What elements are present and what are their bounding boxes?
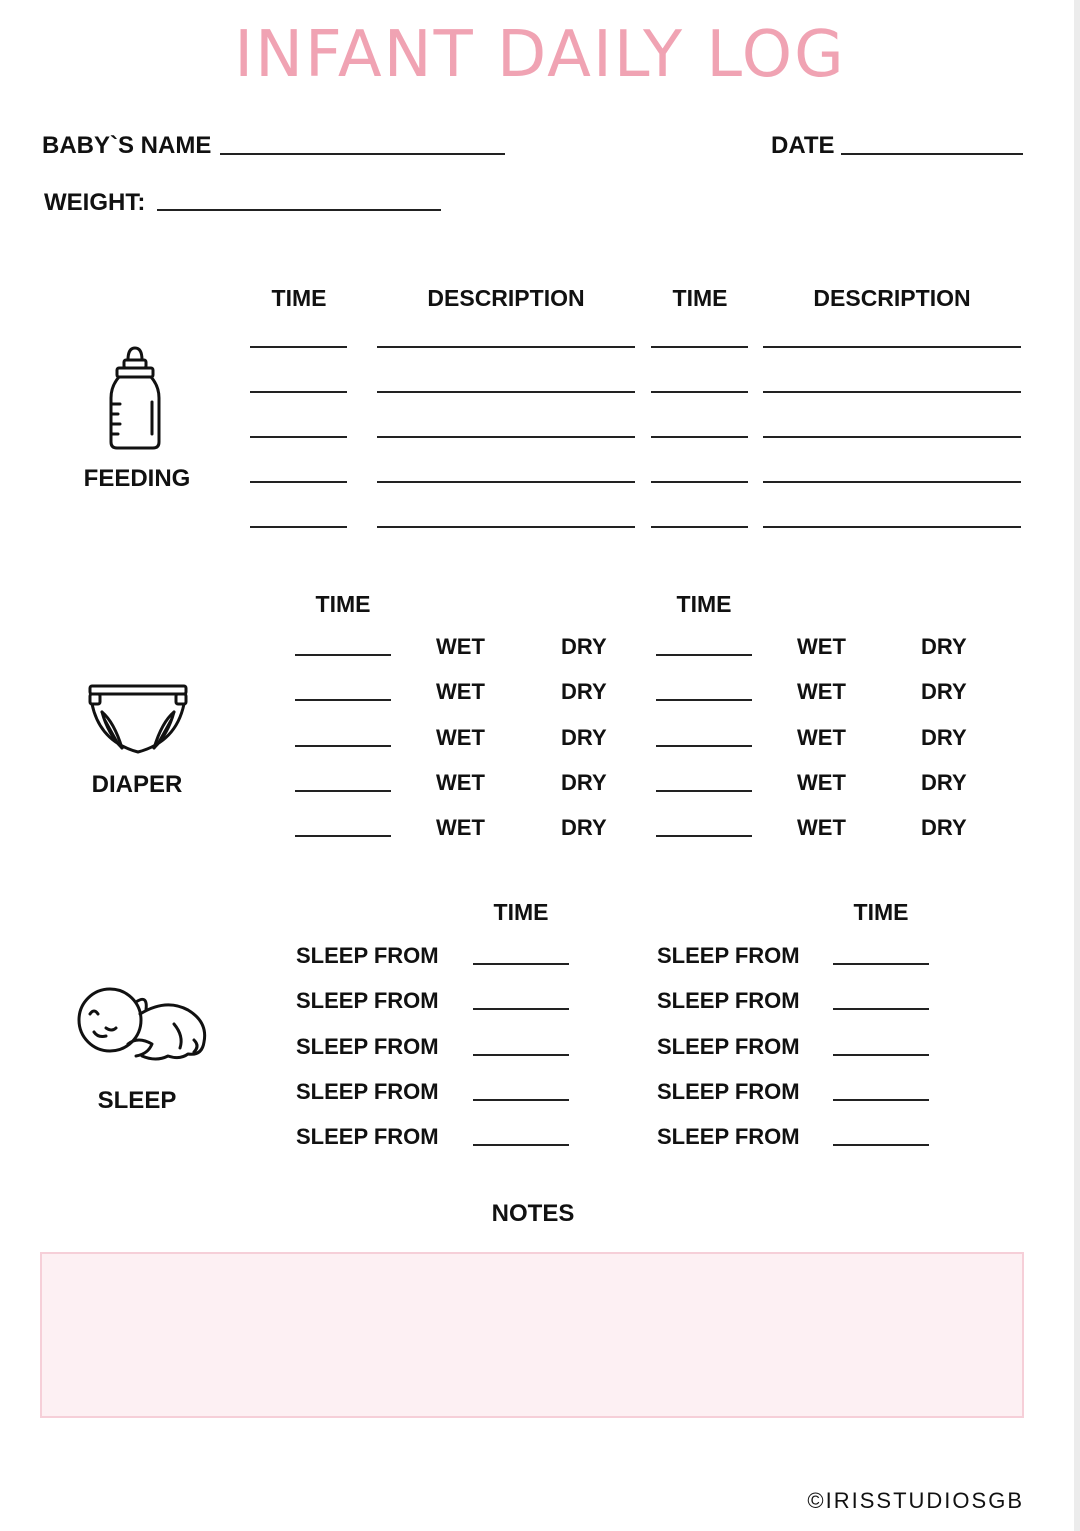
sleep-time-line[interactable]	[473, 1099, 569, 1101]
feeding-entry-line[interactable]	[250, 436, 347, 438]
sleep-from-label: SLEEP FROM	[296, 988, 439, 1013]
sleep-time-line[interactable]	[473, 1144, 569, 1146]
feeding-entry-line[interactable]	[377, 526, 635, 528]
sleep-from-label: SLEEP FROM	[296, 1124, 439, 1149]
notes-label: NOTES	[491, 1200, 575, 1227]
feeding-entry-line[interactable]	[651, 436, 748, 438]
diaper-col-time-2: TIME	[676, 591, 732, 617]
feeding-entry-line[interactable]	[377, 391, 635, 393]
date-label: DATE	[771, 132, 835, 159]
dry-option[interactable]: DRY	[561, 815, 607, 840]
sleep-time-line[interactable]	[833, 1144, 929, 1146]
feeding-entry-line[interactable]	[250, 391, 347, 393]
sleeping-baby-icon	[76, 984, 210, 1064]
dry-option[interactable]: DRY	[921, 725, 967, 750]
feeding-entry-line[interactable]	[763, 391, 1021, 393]
dry-option[interactable]: DRY	[561, 634, 607, 659]
wet-option[interactable]: WET	[797, 725, 846, 750]
sleep-time-line[interactable]	[473, 1008, 569, 1010]
sleep-time-line[interactable]	[473, 963, 569, 965]
wet-option[interactable]: WET	[797, 815, 846, 840]
wet-option[interactable]: WET	[797, 634, 846, 659]
diaper-time-line[interactable]	[656, 699, 752, 701]
sleep-time-line[interactable]	[833, 1008, 929, 1010]
sleep-from-label: SLEEP FROM	[657, 1124, 800, 1149]
wet-option[interactable]: WET	[436, 815, 485, 840]
dry-option[interactable]: DRY	[561, 725, 607, 750]
feeding-col-description-1: DESCRIPTION	[427, 285, 585, 311]
wet-option[interactable]: WET	[436, 770, 485, 795]
wet-option[interactable]: WET	[436, 725, 485, 750]
sleep-from-label: SLEEP FROM	[657, 988, 800, 1013]
diaper-time-line[interactable]	[295, 835, 391, 837]
diaper-time-line[interactable]	[656, 654, 752, 656]
sleep-from-label: SLEEP FROM	[296, 1079, 439, 1104]
dry-option[interactable]: DRY	[921, 770, 967, 795]
feeding-col-description-2: DESCRIPTION	[813, 285, 971, 311]
weight-field[interactable]	[157, 209, 441, 211]
diaper-time-line[interactable]	[295, 654, 391, 656]
dry-option[interactable]: DRY	[921, 634, 967, 659]
date-field[interactable]	[841, 153, 1023, 155]
sleep-from-label: SLEEP FROM	[657, 1034, 800, 1059]
baby-name-label: BABY`S NAME	[42, 132, 212, 159]
feeding-col-time-2: TIME	[672, 285, 728, 311]
feeding-entry-line[interactable]	[377, 481, 635, 483]
sleep-time-line[interactable]	[833, 963, 929, 965]
sleep-time-line[interactable]	[833, 1054, 929, 1056]
feeding-entry-line[interactable]	[250, 346, 347, 348]
sleep-from-label: SLEEP FROM	[657, 943, 800, 968]
feeding-entry-line[interactable]	[651, 346, 748, 348]
feeding-entry-line[interactable]	[250, 526, 347, 528]
diaper-time-line[interactable]	[295, 745, 391, 747]
feeding-entry-line[interactable]	[651, 391, 748, 393]
copyright: ©IRISSTUDIOSGB	[807, 1488, 1024, 1513]
diaper-time-line[interactable]	[656, 790, 752, 792]
sleep-time-line[interactable]	[833, 1099, 929, 1101]
feeding-entry-line[interactable]	[377, 436, 635, 438]
baby-name-field[interactable]	[220, 153, 505, 155]
sleep-time-line[interactable]	[473, 1054, 569, 1056]
feeding-entry-line[interactable]	[651, 526, 748, 528]
wet-option[interactable]: WET	[436, 679, 485, 704]
sleep-from-label: SLEEP FROM	[296, 943, 439, 968]
sleep-from-label: SLEEP FROM	[657, 1079, 800, 1104]
page-edge	[1074, 0, 1080, 1531]
diaper-icon	[88, 682, 188, 754]
feeding-col-time-1: TIME	[271, 285, 327, 311]
feeding-entry-line[interactable]	[763, 436, 1021, 438]
baby-bottle-icon	[108, 346, 162, 450]
dry-option[interactable]: DRY	[561, 770, 607, 795]
diaper-time-line[interactable]	[656, 745, 752, 747]
dry-option[interactable]: DRY	[561, 679, 607, 704]
feeding-label: FEEDING	[83, 465, 191, 492]
diaper-time-line[interactable]	[656, 835, 752, 837]
diaper-time-line[interactable]	[295, 790, 391, 792]
feeding-entry-line[interactable]	[763, 526, 1021, 528]
wet-option[interactable]: WET	[797, 770, 846, 795]
dry-option[interactable]: DRY	[921, 679, 967, 704]
feeding-entry-line[interactable]	[651, 481, 748, 483]
sleep-col-time-2: TIME	[853, 899, 909, 925]
sleep-col-time-1: TIME	[493, 899, 549, 925]
wet-option[interactable]: WET	[797, 679, 846, 704]
feeding-entry-line[interactable]	[763, 481, 1021, 483]
feeding-entry-line[interactable]	[250, 481, 347, 483]
diaper-time-line[interactable]	[295, 699, 391, 701]
wet-option[interactable]: WET	[436, 634, 485, 659]
feeding-entry-line[interactable]	[377, 346, 635, 348]
page-title: INFANT DAILY LOG	[234, 18, 846, 92]
sleep-label: SLEEP	[97, 1087, 177, 1114]
diaper-col-time-1: TIME	[315, 591, 371, 617]
dry-option[interactable]: DRY	[921, 815, 967, 840]
notes-box[interactable]	[40, 1252, 1024, 1418]
feeding-entry-line[interactable]	[763, 346, 1021, 348]
sleep-from-label: SLEEP FROM	[296, 1034, 439, 1059]
weight-label: WEIGHT:	[44, 189, 146, 216]
diaper-label: DIAPER	[91, 771, 183, 798]
